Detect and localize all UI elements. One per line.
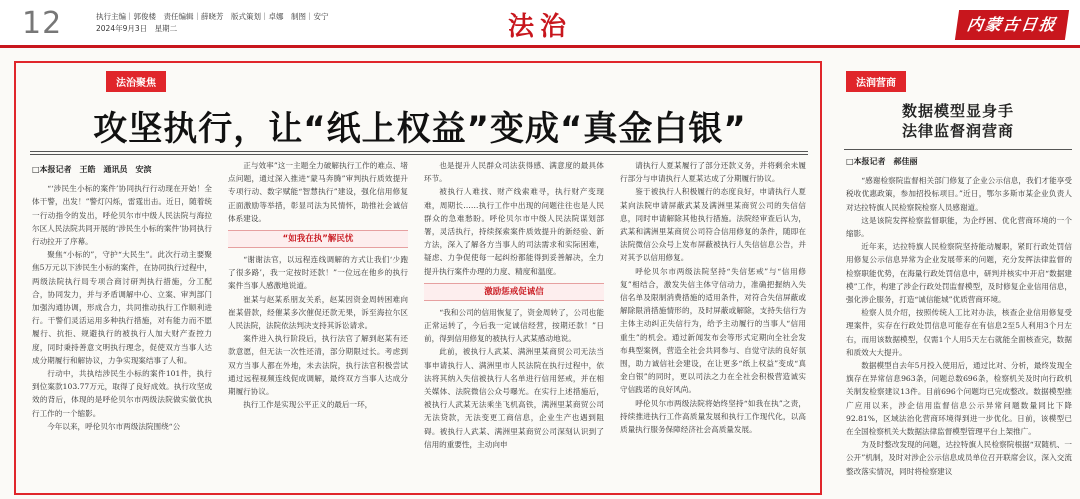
date-line: 2024年9月3日 星期二 <box>96 24 178 33</box>
paragraph: “谢谢法官，以远程连线调解的方式让我们‘少跑了很多路’，我一定按时还款！”一位远在他乡的执行案件当事人感激地说道。 <box>228 255 408 291</box>
paragraph: 此前，被执行人武某、满洲里某商贸公司无法当事申请执行人、满洲里市人民法院在执行过程中，依法将其纳入失信被执行人名单进行信用惩戒，并在相关媒体、法院微信公众号曝光。在实行上述措施后，被执行人武某无法乘坐飞机高铁，满洲里某商贸公司无法贷款，无法变更工商信息，企业生产也遇到阻碍。被执行人武某、满洲里某商贸公司深刻认识到了信用的重要性，主动向申 <box>424 347 604 449</box>
paragraph: “我和公司的信用恢复了，资金周转了，公司也能正常运转了，今后我一定诚信经营，按期还款！”日前，得到信用修复的被执行人武某感动地说。 <box>424 307 604 344</box>
paragraph: 今年以来，呼伦贝尔市两级法院围绕“公 <box>47 421 181 431</box>
paragraph: 近年来，达拉特旗人民检察院坚持能动履职，紧盯行政处罚信用修复公示信息异常为企业发展带来的问题，充分发挥法律监督的检察职能优势，在海量行政处罚信息中，研判并核实中开启“数据建模”工作，构建了涉企行政处罚监督模型，及时修复企业信用信息，强化涉企服务，打造“诚信能城”优质营商环境。 <box>846 242 1072 305</box>
paragraph: 请执行人夏某履行了部分还款义务，并将剩余未履行部分与申请执行人夏某达成了分期履行协议。 <box>620 161 806 184</box>
main-article <box>14 61 822 495</box>
paragraph: 呼伦贝尔市两级法院坚持“失信惩戒”与“信用修复”相结合，激发失信主体守信动力，准确把握纳入失信名单及限制消费措施的适用条件，对符合失信屏蔽或解除限消措施情形的，及时屏蔽或解除，支持失信行为主体主动纠正失信行为，给予主动履行的当事人“信用重生”的机会。通过新闻发布会等形式定期向全社会发布典型案例，营造全社会共同参与、自觉守法的良好氛围，助力诚信社会建设，在让更多“纸上权益”变成“真金白银”的同时，更以司法之力在全社会积极营造诚实守信践诺的良好风尚。 <box>620 266 806 395</box>
paragraph: 鉴于被执行人积极履行的态度良好，申请执行人夏某向法院申请屏蔽武某及满洲里某商贸公司的失信信息，同时申请解除其他执行措施。法院经审查后认为，武某和满洲里某商贸公司符合信用修复的条件，随即在法院微信公众号上发布屏蔽被执行人失信信息公告，并对其予以信用修复。 <box>620 187 806 263</box>
side-article-title <box>838 101 1078 141</box>
side-article-byline: □本报记者 郝佳丽 <box>846 157 918 166</box>
section-title: 法治 <box>507 12 572 42</box>
article-column-4 <box>620 159 806 491</box>
paragraph: “‘涉民生小标的案件’协同执行行动现在开始！全体干警，出发！”警灯闪烁，雷霆出击。近日，随着统一行动指令的发出，呼伦贝尔市中级人民法院与海拉尔区人民法院共同开展的‘涉民生小标的案件’协同执行行动拉开了序幕。 <box>32 184 212 247</box>
paragraph: 行动中，共执结涉民生小标的案件101件，执行到位案款103.77万元，取得了良好成效。执行攻坚成效的背后，体现的是呼伦贝尔市两级法院做实做优执行工作的一个缩影。 <box>32 369 212 418</box>
article-byline: □本报记者 王皓 通讯员 安滨 <box>32 165 152 174</box>
paragraph: 也是提升人民群众司法获得感、满意度的最具体环节。 <box>424 161 604 184</box>
article-column-2 <box>228 159 408 491</box>
side-title-rule <box>844 149 1072 150</box>
subheading: 激励惩戒促诚信 <box>424 283 604 301</box>
subheading: “如我在执”解民忧 <box>228 230 408 248</box>
headline-rule <box>30 151 808 152</box>
paragraph: 为及时整改发现的问题，达拉特旗人民检察院根据“双随机、一公开”机制，及时对涉企公示信息成员单位召开联席会议，深入交流整改落实情况，同时将检察建议 <box>846 440 1072 476</box>
paragraph: 崔某与赵某系朋友关系，赵某因资金周转困难向崔某借款，经催某多次催促还款无果，诉至海拉尔区人民法院，法院依法判决支持其诉讼请求。 <box>228 294 408 331</box>
article-column-3 <box>424 159 604 491</box>
side-article-tag: 法润营商 <box>846 71 906 92</box>
paragraph: 数据模型自去年5月投入使用后，通过比对、分析，最终发现全旗存在异常信息963条，问题总数696条，检察机关及时向行政机关制发检察建议13件。目前696个问题均已完成整改。数据模型推广应用以来，涉企信用监督信息公示异常问题数量同比下降92.81%，区域法治化营商环境得到进一步优化。日前，该模型已在全国检察机关大数据法律监督模型管理平台上架推广。 <box>846 361 1072 437</box>
article-tag: 法治聚焦 <box>106 71 166 92</box>
staff-line: 执行主编｜郭俊楼 责任编辑｜薛晓芳 版式策划｜卓娜 制图｜安宁 <box>96 12 329 21</box>
side-article <box>838 61 1078 499</box>
paragraph: 执行工作是实现公平正义的最后一环， <box>243 400 373 410</box>
headline-rule-2 <box>30 154 808 155</box>
paragraph: 检察人员介绍，按照传统人工比对办法，核查企业信用修复受理案件，实存在行政处罚信息可能存在有信息2至5人利用3个月左右，而用该数据模型，仅需1个人用5天左右就能全面核查完，数据和质效大大提升。 <box>846 308 1072 357</box>
side-article-body <box>846 155 1072 495</box>
paragraph: 聚焦“小标的”，守护“大民生”。此次行动主要聚焦5万元以下涉民生小标的案件，在协同执行过程中，两级法院执行局专项合商讨研判执行措施，分工配合，协同发力，并与矛盾调解中心、立案、审判部门加强沟通协调，形成合力，共同推动执行工作顺利进行。干警们灵活运用多种执行措施，对有能力而不愿履行、抗拒、规避执行的被执行人加大财产查控力度，同时秉持善意文明执行理念，促使双方当事人达成分期履行和解协议，力争实现案结事了人和。 <box>32 250 212 365</box>
paragraph: 正与效率”这一主题全力破解执行工作的难点、堵点问题，通过深入推进“蒙马奔腾”审判执行质效提升专项行动、数字赋能“智慧执行”建设，强化信用修复正面激励等举措，彰显司法为民情怀，助推社会诚信体系建设。 <box>228 161 408 223</box>
side-title-line-1: 数据模型显身手 <box>901 102 1014 120</box>
side-title-line-2: 法律监督润营商 <box>901 122 1014 140</box>
paragraph: 案件进入执行阶段后，执行法官了解到赵某有还款意愿，但无法一次性还清，部分期限过长。考虑到双方当事人都在外地，未去法院，执行法官积极尝试通过远程视频连线促成调解，最终双方当事人达成分期履行协议。 <box>228 334 408 397</box>
newspaper-logo: 内蒙古日报 <box>955 10 1069 40</box>
paragraph: “感谢检察院监督相关部门修复了企业公示信息，我们才能享受税收优惠政策，参加招投标项目。”近日，鄂尔多斯市某企业负责人对达拉特旗人民检察院检察人员感谢道。 <box>846 176 1072 212</box>
masthead <box>0 0 1080 48</box>
paragraph: 这是该院发挥检察监督职能，为企纾困、优化营商环境的一个缩影。 <box>846 215 1072 239</box>
article-column-1 <box>32 163 212 491</box>
paragraph: 呼伦贝尔市两级法院将始终坚持“如我在执”之责，持续推进执行工作高质量发展和执行工作现代化，以高质量执行服务保障经济社会高质量发展。 <box>620 398 806 435</box>
page-number: 12 <box>22 6 63 41</box>
article-headline: 攻坚执行，让“纸上权益”变成“真金白银” <box>93 109 747 149</box>
paragraph: 被执行人难找、财产线索难寻，执行财产变现难，周期长……执行工作中出现的问题往往也是人民群众的急难愁盼。呼伦贝尔市中级人民法院谋划部署，灵活执行，持续探索案件质效提升的新经验、新方法，深入了解各方当事人的司法需求和实际困难，疑虑、力争促使每一起纠纷都能得到妥善解决，全力提升执行案件办理的力度、精度和温度。 <box>424 187 604 276</box>
masthead-meta <box>96 11 329 35</box>
